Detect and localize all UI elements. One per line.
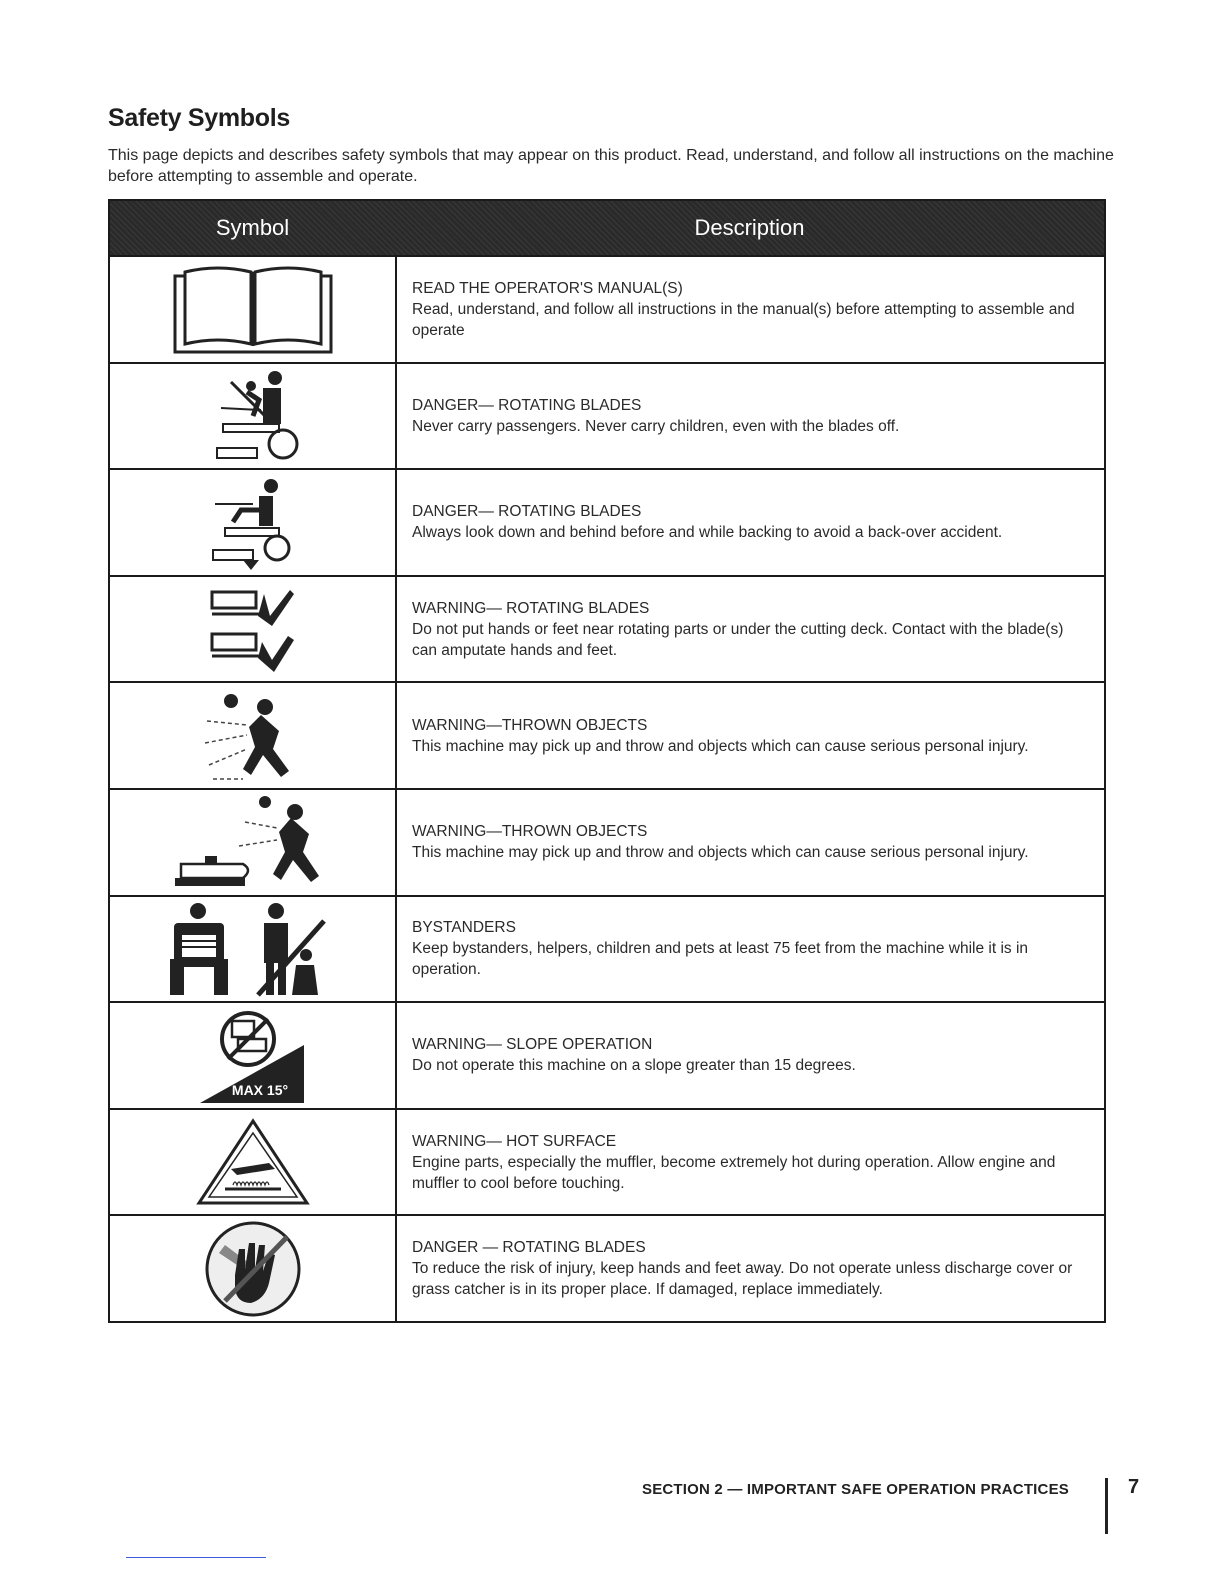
row-text: Read, understand, and follow all instructions in the manual(s) before attempting to assemble and operate — [412, 300, 1075, 339]
page-number: 7 — [1128, 1476, 1140, 1498]
row-text: Engine parts, especially the muffler, become extremely hot during operation. Allow engine and muffler to cool before touching. — [412, 1153, 1056, 1192]
description-cell — [397, 1216, 1104, 1321]
hot-surface-icon — [195, 1117, 311, 1207]
bottom-rule — [126, 1557, 266, 1558]
row-text: Never carry passengers. Never carry children, even with the blades off. — [412, 417, 900, 435]
slope-max-icon — [198, 1005, 308, 1105]
symbol-cell — [110, 1216, 397, 1321]
bystanders-icon — [168, 901, 338, 997]
table-row — [110, 468, 1104, 575]
description-cell — [397, 257, 1104, 362]
row-title: WARNING— ROTATING BLADES — [412, 599, 650, 617]
page-title: Safety Symbols — [108, 104, 290, 132]
symbol-cell — [110, 577, 397, 682]
intro-paragraph: This page depicts and describes safety symbols that may appear on this product. Read, understand, and follow all instructions on the machine before attempting to assemble and operate. — [108, 147, 1114, 185]
symbol-cell — [110, 364, 397, 469]
slope-badge: MAX 15° — [231, 1082, 288, 1099]
symbol-cell — [110, 897, 397, 1002]
operator-manual-icon — [173, 264, 333, 354]
safety-symbols-table — [108, 199, 1106, 1323]
table-row — [110, 1001, 1104, 1108]
row-text: To reduce the risk of injury, keep hands and feet away. Do not operate unless discharge cover or grass catcher is in its proper place. If damaged, replace immediately. — [412, 1260, 1073, 1299]
thrown-objects-icon — [203, 691, 303, 781]
description-cell — [397, 1003, 1104, 1108]
table-row — [110, 1108, 1104, 1215]
row-title: BYSTANDERS — [412, 919, 516, 937]
header-description: Description — [694, 215, 805, 240]
table-row — [110, 255, 1104, 362]
description-cell — [397, 1110, 1104, 1215]
symbol-cell — [110, 790, 397, 895]
thrown-objects-deck-icon — [173, 794, 333, 890]
row-title: DANGER— ROTATING BLADES — [412, 503, 642, 521]
description-cell — [397, 897, 1104, 1002]
description-cell — [397, 364, 1104, 469]
footer-divider — [1105, 1478, 1108, 1534]
header-symbol: Symbol — [215, 215, 290, 240]
symbol-cell — [110, 470, 397, 575]
description-cell — [397, 790, 1104, 895]
row-title: DANGER— ROTATING BLADES — [412, 396, 642, 414]
footer-section-label: SECTION 2 — IMPORTANT SAFE OPERATION PRACTICES — [641, 1481, 1069, 1498]
row-text: Do not put hands or feet near rotating parts or under the cutting deck. Contact with the blade(s) can amputate hands and feet. — [412, 620, 1064, 659]
table-row — [110, 575, 1104, 682]
table-header — [110, 201, 1104, 255]
row-title: WARNING— HOT SURFACE — [412, 1132, 617, 1150]
hand-foot-blade-icon — [208, 586, 298, 672]
row-text: Do not operate this machine on a slope greater than 15 degrees. — [412, 1057, 856, 1075]
table-row — [110, 895, 1104, 1002]
description-cell — [397, 470, 1104, 575]
row-title: WARNING— SLOPE OPERATION — [412, 1036, 653, 1054]
symbol-cell — [110, 257, 397, 362]
no-passengers-icon — [203, 368, 303, 464]
symbol-cell — [110, 683, 397, 788]
row-title: DANGER — ROTATING BLADES — [412, 1239, 646, 1257]
row-text: Keep bystanders, helpers, children and pets at least 75 feet from the machine while it is in operation. — [412, 940, 1029, 979]
description-cell — [397, 683, 1104, 788]
backing-look-behind-icon — [203, 474, 303, 570]
table-row — [110, 362, 1104, 469]
description-cell — [397, 577, 1104, 682]
row-text: This machine may pick up and throw and objects which can cause serious personal injury. — [412, 844, 1029, 862]
row-text: This machine may pick up and throw and objects which can cause serious personal injury. — [412, 737, 1029, 755]
symbol-cell — [110, 1110, 397, 1215]
keep-hands-away-icon — [203, 1219, 303, 1319]
row-title: WARNING—THROWN OBJECTS — [412, 823, 648, 841]
row-title: READ THE OPERATOR'S MANUAL(S) — [412, 279, 683, 297]
row-text: Always look down and behind before and while backing to avoid a back-over accident. — [412, 524, 1003, 542]
table-row — [110, 788, 1104, 895]
table-row — [110, 681, 1104, 788]
row-title: WARNING—THROWN OBJECTS — [412, 716, 648, 734]
table-row — [110, 1214, 1104, 1321]
symbol-cell — [110, 1003, 397, 1108]
